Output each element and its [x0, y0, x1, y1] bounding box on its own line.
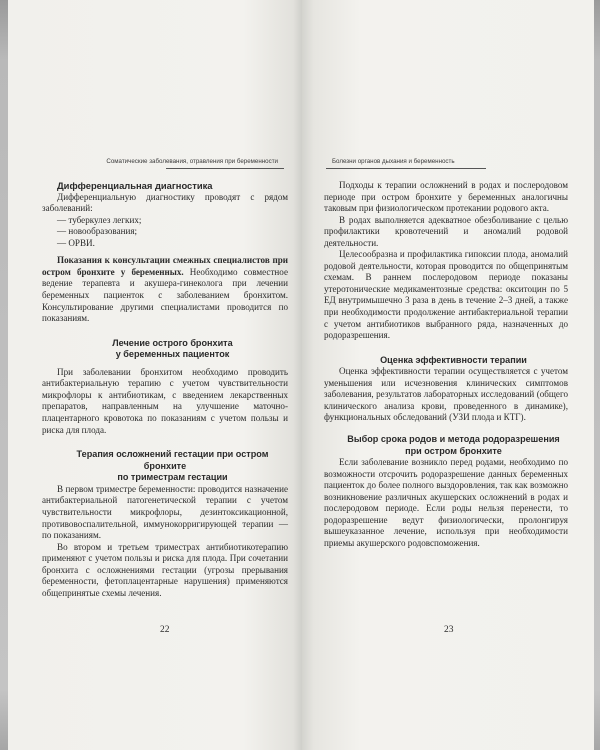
delivery-choice-heading-line-1: Выбор срока родов и метода родоразрешения [347, 433, 560, 444]
treatment-heading-line-1: Лечение острого бронхита [112, 337, 233, 348]
consultation-bold-lead: Показания к консультации смежных специалистов при остром бронхите у беременных. [42, 255, 288, 277]
delivery-choice-heading-line-2: при остром бронхите [405, 445, 502, 456]
treatment-heading-line-2: у беременных пациенток [115, 349, 230, 360]
gestation-therapy-heading-line-2: по триместрам гестации [117, 472, 228, 483]
left-page-number: 22 [160, 625, 170, 635]
delivery-choice-text: Если заболевание возникло перед родами, необходимо по возможности отсрочить родоразрешение данных беременных пациенток до более полного выздоровления, так как возможно возникновение различных акушерских осложнений в родах и послеродовом периоде. Если роды нельзя перенести, то родоразрешение ведут физиологически, пролонгируя вышеуказанное лечение, используя при необходимости приемы акушерского родовспоможения. [324, 457, 568, 548]
labor-approach-text: Подходы к терапии осложнений в родах и послеродовом периоде при остром бронхите у беременных аналогичны таковым при физиологическом протекании родового акта. [324, 180, 568, 214]
right-page-content [324, 180, 568, 550]
right-running-head: Болезни органов дыхания и беременность [332, 158, 455, 165]
left-header-rule [166, 168, 284, 169]
effectiveness-text: Оценка эффективности терапии осуществляется с учетом уменьшения или исчезновения клинических симптомов заболевания, результатов лабораторных исследований (общего клинического анализа крови, проведенного в динамике), функциональных обследований (УЗИ плода и КТГ). [324, 366, 568, 423]
left-page [8, 0, 302, 750]
differential-diagnosis-heading: Дифференциальная диагностика [57, 180, 213, 191]
consultation-paragraph [42, 255, 288, 324]
first-trimester-text: В первом триместре беременности: проводится назначение антибактериальной патогенетической терапии с учетом чувствительности микрофлоры, дезинтоксикационной, противовоспалительной, иммунокорригирующей терапии — по показаниям. [42, 483, 288, 541]
left-running-head: Соматические заболевания, отравления при беременности [106, 158, 278, 165]
hypoxia-prevention-text: Целесообразна и профилактика гипоксии плода, аномалий родовой деятельности, которая проводится по общепринятым схемам. В раннем послеродовом периоде показаны утеротонические медикаментозные средства: окситоцин по 5 ЕД внутримышечно 3 раза в день в течение 2–3 дней, а также при необходимости продолжение антибактериальной терапии с учетом антибиотиков выбранного ряда, назначенных до родоразрешения. [324, 249, 568, 341]
right-header-rule [326, 168, 486, 169]
left-page-content [42, 180, 288, 599]
diff-item-tuberculosis: — туберкулез легких; [57, 214, 142, 225]
right-page [302, 0, 594, 750]
gestation-therapy-heading-line-1: Терапия осложнений гестации при остром бронхите [76, 449, 269, 471]
second-third-trimester-text: Во втором и третьем триместрах антибиотикотерапию применяют с учетом пользы и риска для плода. При сочетании бронхита с осложнениями гестации (угрозы прерывания беременности, фетоплацентарные нарушения) применяются общепринятые схемы лечения. [42, 541, 288, 598]
consultation-text: Необходимо совместное ведение терапевта и акушера-гинеколога при лечении беременных пациенток с заболеванием бронхитом. Консультирование другими специалистами проводится по показаниям. [42, 266, 288, 324]
effectiveness-heading: Оценка эффективности терапии [380, 354, 527, 365]
right-page-number: 23 [444, 625, 454, 635]
differential-diagnosis-text: Дифференциальную диагностику проводят с рядом заболеваний: [42, 191, 288, 214]
treatment-text: При заболевании бронхитом необходимо проводить антибактериальную терапию с учетом чувствительности микрофлоры к антибиотикам, с введением лекарственных препаратов, направленным на улучшение маточно-плацентарного кровотока по показаниям с учетом пользы и риска для плода. [42, 366, 288, 435]
diff-item-arvi: — ОРВИ. [57, 237, 95, 248]
labor-anesthesia-text: В родах выполняется адекватное обезболивание с целью профилактики кровотечений и аномалий родовой деятельности. [324, 214, 568, 248]
diff-item-neoplasms: — новообразования; [57, 226, 138, 237]
